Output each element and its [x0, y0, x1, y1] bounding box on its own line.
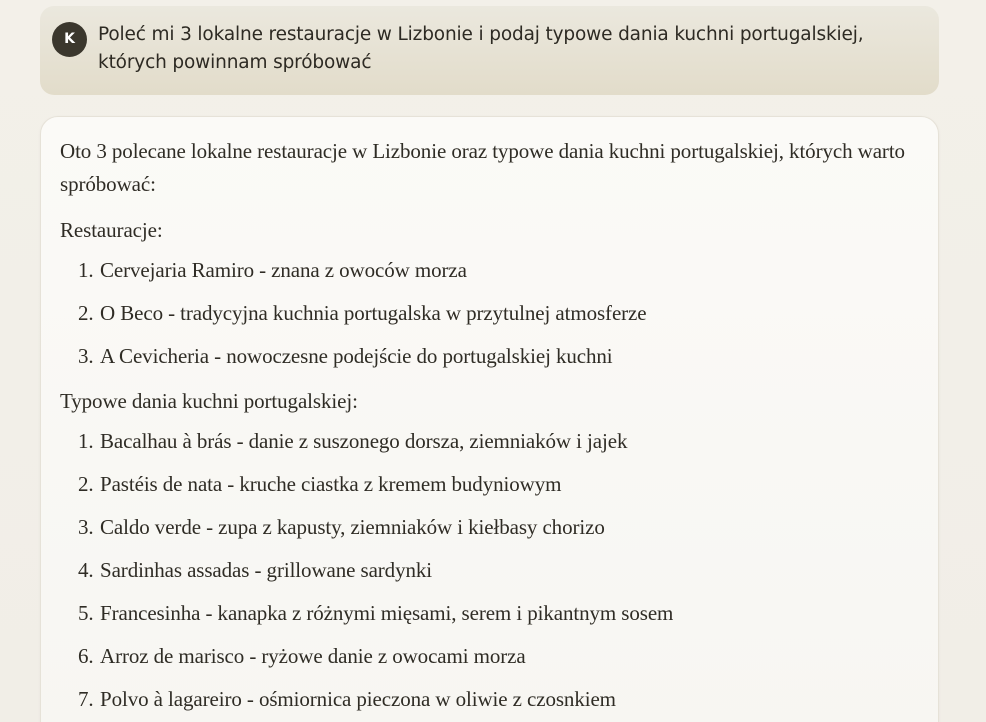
dishes-heading: Typowe dania kuchni portugalskiej:	[60, 389, 358, 413]
list-item-number: 3.	[78, 515, 94, 539]
restaurants-list	[60, 254, 919, 373]
list-item-number: 1.	[78, 258, 94, 282]
list-item-number: 3.	[78, 344, 94, 368]
assistant-message	[40, 116, 939, 722]
list-item	[60, 683, 919, 716]
list-item-number: 7.	[78, 687, 94, 711]
list-item-text: Francesinha - kanapka z różnymi mięsami, serem i pikantnym sosem	[100, 601, 674, 625]
list-item-number: 1.	[78, 429, 94, 453]
list-item-text: Bacalhau à brás - danie z suszonego dorsza, ziemniaków i jajek	[100, 429, 628, 453]
list-item-number: 5.	[78, 601, 94, 625]
list-item-text: A Cevicheria - nowoczesne podejście do portugalskiej kuchni	[100, 344, 613, 368]
user-message	[40, 6, 939, 95]
list-item	[60, 340, 919, 373]
list-item	[60, 511, 919, 544]
list-item	[60, 297, 919, 330]
list-item-text: Arroz de marisco - ryżowe danie z owocami morza	[100, 644, 526, 668]
list-item-number: 2.	[78, 472, 94, 496]
list-item-text: Pastéis de nata - kruche ciastka z kremem budyniowym	[100, 472, 562, 496]
list-item-number: 4.	[78, 558, 94, 582]
dishes-list	[60, 425, 919, 716]
list-item	[60, 640, 919, 673]
list-item-text: Cervejaria Ramiro - znana z owoców morza	[100, 258, 467, 282]
assistant-intro: Oto 3 polecane lokalne restauracje w Lizbonie oraz typowe dania kuchni portugalskiej, których warto spróbować:	[60, 139, 905, 196]
user-message-text: Poleć mi 3 lokalne restauracje w Lizbonie i podaj typowe dania kuchni portugalskiej, których powinnam spróbować	[98, 24, 864, 73]
list-item-text: Polvo à lagareiro - ośmiornica pieczona w oliwie z czosnkiem	[100, 687, 616, 711]
list-item-text: Sardinhas assadas - grillowane sardynki	[100, 558, 433, 582]
list-item-number: 6.	[78, 644, 94, 668]
list-item	[60, 468, 919, 501]
list-item	[60, 554, 919, 587]
list-item-number: 2.	[78, 301, 94, 325]
list-item	[60, 254, 919, 287]
restaurants-heading: Restauracje:	[60, 218, 163, 242]
list-item-text: O Beco - tradycyjna kuchnia portugalska w przytulnej atmosferze	[100, 301, 647, 325]
list-item	[60, 597, 919, 630]
list-item	[60, 425, 919, 458]
list-item-text: Caldo verde - zupa z kapusty, ziemniaków i kiełbasy chorizo	[100, 515, 605, 539]
user-avatar: K	[52, 22, 87, 57]
